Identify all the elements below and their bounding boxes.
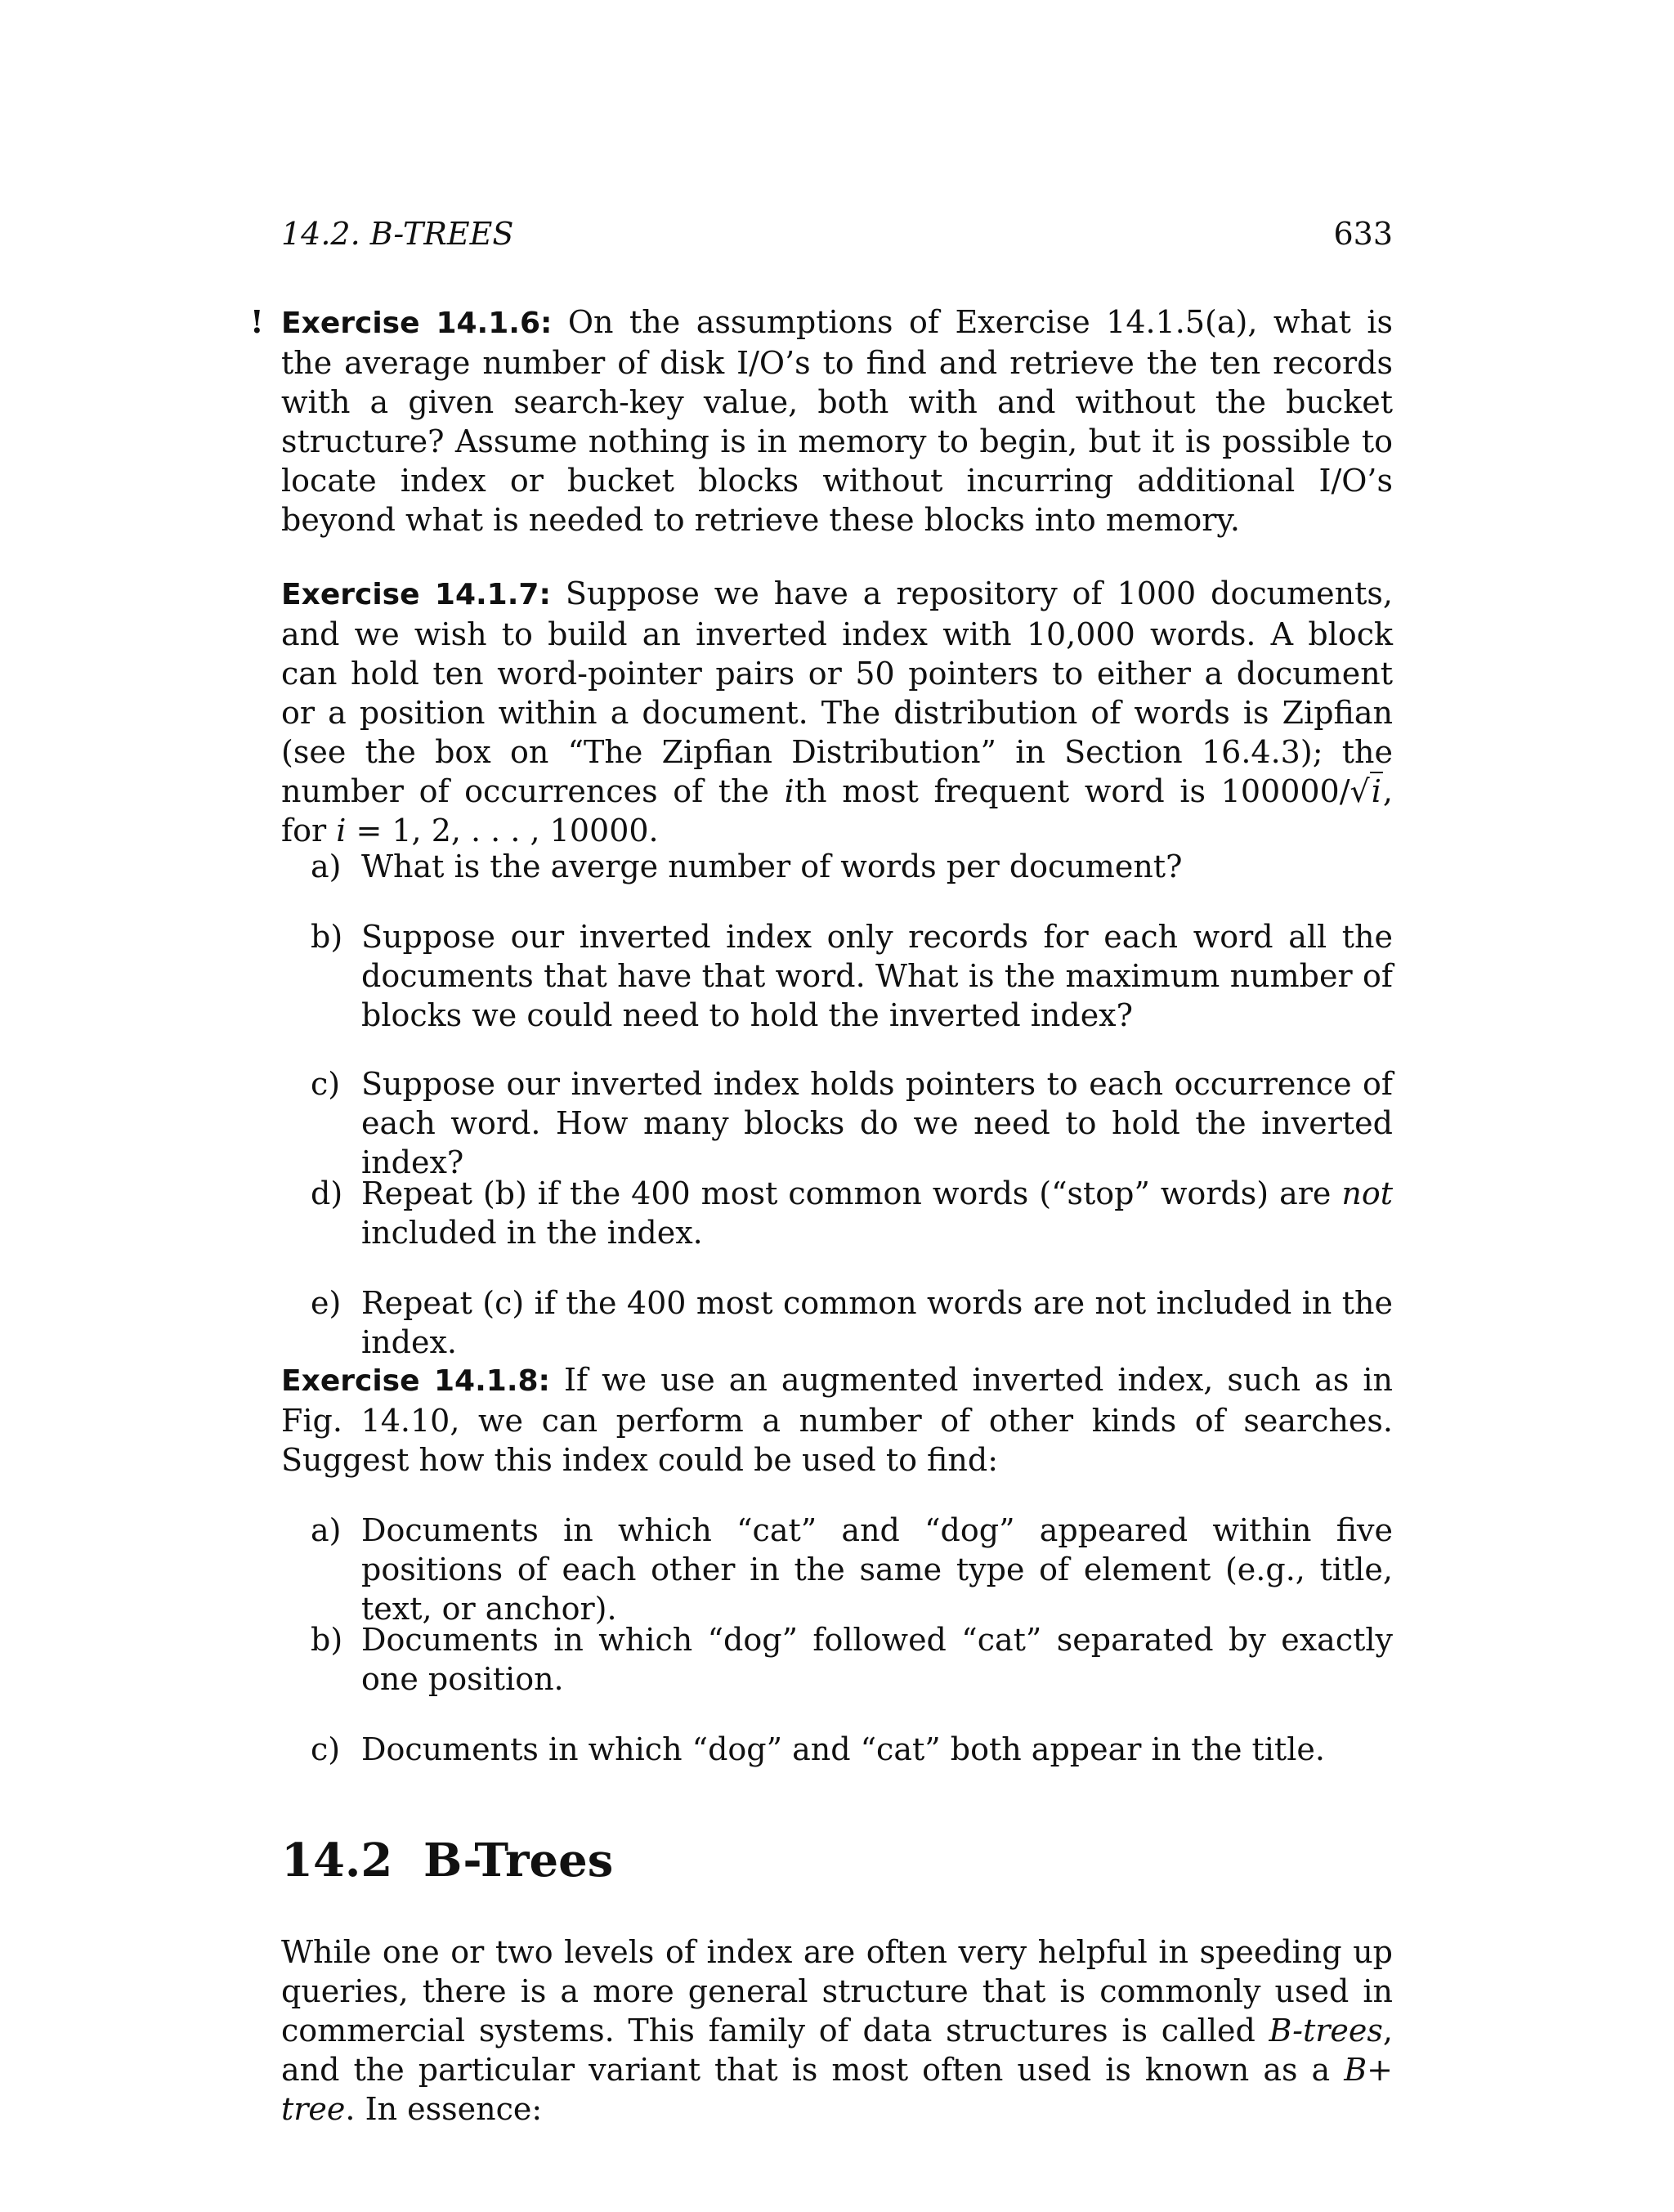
- running-head-section: 14.2. B-TREES: [281, 216, 514, 252]
- list-item: [311, 1174, 1393, 1252]
- item-label: d): [311, 1175, 343, 1211]
- exercise-14-1-6: [250, 302, 1393, 540]
- exercise-14-1-7: [281, 574, 1393, 850]
- intro-paragraph: [281, 1932, 1393, 2129]
- item-text: Documents in which “dog” and “cat” both appear in the title.: [361, 1731, 1325, 1767]
- exercise-label: Exercise 14.1.6:: [281, 307, 553, 340]
- list-item: [311, 1620, 1393, 1699]
- intro-text: . In essence:: [345, 2091, 543, 2127]
- difficulty-marker: !: [250, 303, 264, 340]
- exercise-text: [281, 302, 1393, 540]
- item-text: Documents in which “cat” and “dog” appeared within five positions of each other in the same type of element (e.g., title, text, or anchor).: [361, 1512, 1393, 1627]
- page-number: 633: [1333, 216, 1393, 252]
- exercise-body: On the assumptions of Exercise 14.1.5(a), what is the average number of disk I/O’s to find and retrieve the ten records with a given search-key value, both with and without the bucket structure? Assume nothing is in memory to begin, but it is possible to locate index or bucket blocks without incurring additional I/O’s beyond what is needed to retrieve these blocks into memory.: [281, 304, 1393, 538]
- emphasis-b-trees: B-trees: [1269, 2013, 1383, 2049]
- item-label: b): [311, 919, 343, 955]
- exercise-14-1-8: [281, 1360, 1393, 1480]
- list-item: [311, 1730, 1393, 1769]
- book-page: [250, 0, 1393, 2212]
- item-text: [361, 1174, 1393, 1252]
- item-text: Suppose our inverted index only records for each word all the documents that have that word. What is the maximum number of blocks we could need to hold the inverted index?: [361, 919, 1393, 1033]
- item-text: Repeat (c) if the 400 most common words are not included in the index.: [361, 1285, 1393, 1360]
- item-label: e): [311, 1285, 342, 1321]
- section-intro: [281, 1932, 1393, 2129]
- exercise-body-part-4: = 1, 2, . . . , 10000.: [346, 813, 659, 849]
- item-text: Documents in which “dog” followed “cat” separated by exactly one position.: [361, 1622, 1393, 1697]
- item-label: b): [311, 1622, 343, 1658]
- exercise-body: If we use an augmented inverted index, such as in Fig. 14.10, we can perform a number of other kinds of searches. Suggest how this index could be used to find:: [281, 1362, 1393, 1478]
- math-var-i: i: [336, 813, 347, 849]
- math-var-i: i: [784, 773, 794, 809]
- section-heading: [281, 1834, 613, 1887]
- section-number: 14.2: [281, 1834, 393, 1887]
- list-item: [311, 847, 1393, 886]
- exercise-body-part-1: Suppose we have a repository of 1000 documents, and we wish to build an inverted index with 10,000 words. A block can hold ten word-pointer pairs or 50 pointers to either a document or a position within a document. The distribution of words is Zipfian (see the box on “The Zipfian Distribution” in Section 16.4.3); the number of occurrences of the: [281, 575, 1393, 809]
- exercise-label: Exercise 14.1.7:: [281, 578, 551, 611]
- emphasis-b-plus-tree: B+ tree: [281, 2052, 1393, 2127]
- item-label: c): [311, 1731, 341, 1767]
- exercise-text: [281, 574, 1393, 850]
- sqrt-radicand: i: [1371, 773, 1381, 809]
- section-title: B-Trees: [423, 1834, 614, 1887]
- item-text: Suppose our inverted index holds pointers to each occurrence of each word. How many blocks do we need to hold the inverted index?: [361, 1066, 1393, 1180]
- list-item: [311, 917, 1393, 1035]
- intro-text: , and the particular variant that is most often used is known as a: [281, 2013, 1393, 2088]
- exercise-label: Exercise 14.1.8:: [281, 1364, 550, 1398]
- item-text-part: Repeat (b) if the 400 most common words (“stop” words) are: [361, 1175, 1342, 1211]
- list-item: [311, 1064, 1393, 1182]
- item-text-part: included in the index.: [361, 1215, 703, 1251]
- exercise-body-part-3: , for: [281, 773, 1393, 849]
- exercise-body-part-2: th most frequent word is 100000/: [794, 773, 1350, 809]
- emphasis: not: [1341, 1175, 1393, 1211]
- intro-text: While one or two levels of index are often very helpful in speeding up queries, there is a more general structure that is commonly used in commercial systems. This family of data structures is called: [281, 1934, 1393, 2049]
- item-text: What is the averge number of words per document?: [361, 849, 1183, 884]
- item-label: a): [311, 1512, 342, 1548]
- list-item: [311, 1283, 1393, 1362]
- list-item: [311, 1511, 1393, 1628]
- exercise-text: [281, 1360, 1393, 1480]
- running-head: [281, 214, 1393, 253]
- sqrt-expression: √i: [1349, 773, 1381, 809]
- item-label: c): [311, 1066, 341, 1102]
- item-label: a): [311, 849, 342, 884]
